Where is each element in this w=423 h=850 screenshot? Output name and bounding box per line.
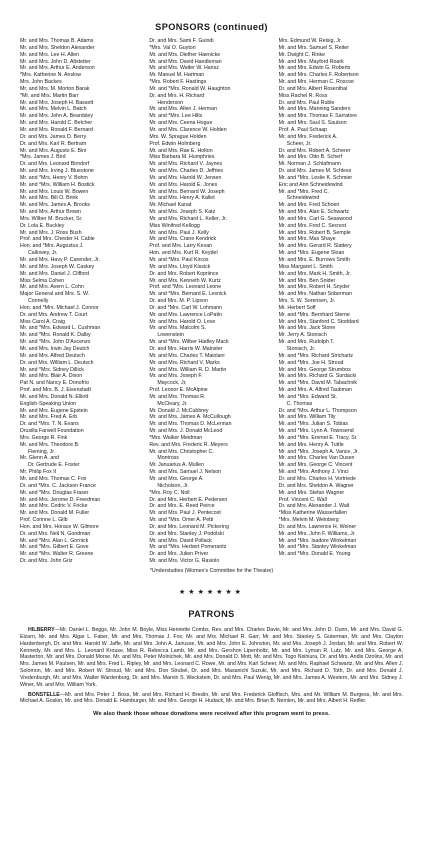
sponsor-entry: Mr. and Mrs. Irwin Jay Deutch [20, 345, 90, 352]
sponsor-entry: Mr. and Mrs. Christopher C. [149, 448, 214, 455]
sponsor-entry: Drusilla Farwell Foundation [20, 428, 84, 435]
sponsor-entry: Mr. and Mrs. Robert H. Snyder [278, 284, 350, 291]
sponsor-entry: Mr. and Mrs. James A. McCullough [149, 414, 231, 421]
sponsor-entry: Mr. and Mrs. John A. Beardsley [20, 113, 93, 120]
sponsor-entry: Prof. and Mrs. Chester H. Cable [20, 236, 95, 243]
sponsor-entry: Mr. and Mrs. Arthur Brown [20, 209, 81, 216]
hilberry-lead: HILBERRY [28, 626, 55, 633]
sponsor-entry: Mr. and Mrs. Harold W. Jensen [149, 174, 222, 181]
sponsor-entry: Mr. and Mrs. Richard G. Surdacki [278, 373, 357, 380]
sponsor-entry: Mr. and *Mrs. Stanley Winkelman [278, 544, 357, 551]
sponsor-entry: Mr. and Mrs. Mark H. Smith, Jr. [278, 270, 352, 277]
sponsor-entry: Mr. and *Mrs. Joseph A. Vance, Jr. [278, 448, 359, 455]
sponsor-entry: Prof. A. Paul Schaap [278, 126, 328, 133]
sponsor-entry: Mr. and Mrs. Henry A. Kallet [149, 195, 215, 202]
sponsor-entry: Connelly [28, 298, 49, 305]
sponsor-entry: Mr. and *Mrs. Lynn A. Townsend [278, 428, 354, 435]
sponsor-entry: Dr. Gertrude E. Foster [28, 462, 80, 469]
sponsor-entry: Mr. and Mrs. Gerard R. Slattery [278, 243, 352, 250]
sponsor-entry: Miss Margaret L. Smith [278, 263, 333, 270]
sponsor-entry: Mr. and Mrs. Bill O. Brink [20, 195, 79, 202]
sponsor-entry: Stonisch, Jr. [286, 345, 316, 352]
sponsor-entry: Mr. and Mrs. Malcolm S. [149, 325, 206, 332]
sponsor-entry: Mr. and Mrs. Samuel S. Reiter [278, 44, 349, 51]
sponsor-entry: Mr. and Mrs. Eugene Epstein [20, 407, 88, 414]
sponsor-entry: Mr. and *Mrs. Sidney Dillick [20, 366, 84, 373]
sponsor-entry: Mr. and Mrs. Nathan Soberman [278, 291, 352, 298]
sponsor-entry: Mr. and Mrs. Bernard W. Joseph [149, 188, 225, 195]
sponsor-entry: Mr. and Mrs. Clarence W. Holden [149, 126, 227, 133]
sponsor-entry: *Mrs. Robert F. Hastings [149, 79, 207, 86]
patrons-list [20, 627, 403, 705]
sponsor-entry: Mr. and Mrs. Avern L. Cohn [20, 284, 84, 291]
sponsor-entry: Hon. and *Mrs. Augustus J. [20, 243, 84, 250]
sponsor-entry: Mr. and *Mrs. Leslie K. Schmier [278, 174, 353, 181]
sponsor-entry: Mr. and Mrs. Thomas B. Adams [20, 38, 94, 44]
sponsor-entry: Prof. Leonor E. McAlpine [149, 387, 208, 394]
sponsor-entry: Mr. and Mrs. Edwin G. Roberts [278, 65, 351, 72]
sponsor-entry: Miss Winifred Kellogg [149, 222, 200, 229]
sponsor-entry: Mr. and *Mrs. Isadore Winkelman [278, 537, 357, 544]
sponsor-entry: Mr. and Mrs. William Tily [278, 414, 336, 421]
sponsor-entry: *Mrs. Roy C. Noll [149, 489, 190, 496]
sponsor-entry: Mr. and *Mrs. Lee Hills [149, 113, 203, 120]
sponsor-entry: Mr. and Mrs. Joseph H. Bassett [20, 99, 94, 106]
sponsor-entry: Mr. and Mrs. Mayford Roark [278, 58, 344, 65]
sponsor-entry: Mr. and *Mrs. Ronald W. Haughton [149, 85, 231, 92]
sponsor-entry: *Miss Katherine Wasserfallen [278, 510, 348, 517]
sponsor-entry: Mr. and *Mrs. Donald E. Young [278, 551, 351, 558]
sponsor-entry: Mr. and Mrs. John D. Altstetter [20, 58, 91, 65]
sponsor-entry: Mr. and Mrs. Lee H. Allen [20, 51, 79, 58]
sponsor-entry: Mr. and Mrs. Louis W. Bowen [20, 188, 89, 195]
sponsor-entry: Montross [157, 455, 179, 462]
sponsor-entry: Mr. and Mrs. Ben Snider [278, 277, 336, 284]
sponsor-entry: Mr. and Mrs. Diether Haenicke [149, 51, 221, 58]
sponsor-entry: Dr. and Mrs. Herbert E. Pedersen [149, 496, 228, 503]
sponsor-entry: Mr. and *Mrs. Eugene Sloan [278, 250, 345, 257]
sponsor-entry: Mr. and Mrs. Saul S. Saulson [278, 120, 347, 127]
sponsor-entry: Mr. and Mrs. Richard V. Marks [149, 359, 220, 366]
star-divider: ★★★★★★★ [179, 588, 244, 596]
sponsor-entry: Mr. and Mrs. Harold C. Belcher [20, 120, 93, 127]
sponsor-entry: Mr. and Mrs. Thomas R. [149, 393, 206, 400]
sponsor-entry: Dr. and Mrs. Harris W. Mainster [149, 345, 223, 352]
sponsor-entry: Mr. and Mrs. Havy P. Carender, Jr. [20, 257, 100, 263]
sponsor-entry: *Mrs. Katherine N. Anslow [20, 72, 81, 79]
sponsor-entry: Mr. and Mrs. George A. [149, 476, 204, 482]
sponsor-entry: Mr. and Mrs. Carl G. Seaswood [278, 215, 352, 222]
sponsor-entry: Mr. and *Mrs. Edward L. Cushman [20, 325, 101, 332]
patrons-title: PATRONS [188, 608, 235, 619]
sponsor-entry: Dr. and Mrs. M. P. Lipson [149, 298, 208, 305]
sponsor-entry: Mr. and *Mrs. David M. Tabachnik [278, 380, 358, 387]
sponsor-entry: Mr. and Mrs. Daniel J. Clifford [20, 270, 90, 277]
sponsor-entry: Mr. and Mrs. Thomas D. McLennan [149, 421, 232, 428]
sponsor-entry: Dr. and Mrs. Robert Kopriince [149, 270, 219, 277]
sponsor-entry: Mr. and Mrs. Max Shaye [278, 236, 336, 243]
sponsor-entry: Prof. Edwin Holmberg [149, 140, 201, 147]
sponsor-entry: Mr. and Mrs. Stanford C. Stoddard [278, 318, 359, 325]
understudies-footnote: *Understudies (Women's Committee for the Theatre) [149, 567, 274, 574]
sponsor-entry: Pat N. and Nancy E. Donofrio [20, 380, 89, 387]
sponsor-entry: Mr. and Mrs. Victor G. Raviolo [149, 558, 220, 565]
sponsor-entry: Dr. and Mrs. Leonard Birndorf [20, 161, 90, 168]
sponsor-entry: Mr. Norman J. Schlafmann [278, 161, 341, 168]
sponsor-entry: Schneidewind [286, 195, 320, 202]
sponsor-entry: Mrs. W. Sprague Holden [149, 133, 207, 140]
sponsor-entry: Mrs. Edmund W. Reisig, Jr. [278, 38, 342, 44]
sponsor-entry: Mr. Michael Kanat [149, 202, 192, 209]
closing-note: We also thank those whose donations were received after this program went to press. [93, 711, 330, 718]
sponsor-entry: Mr. Manuel M. Hartman [149, 72, 205, 79]
sponsor-entry: Mr. and *Mrs. Walter R. Greene [20, 551, 94, 558]
sponsor-entry: Dr. and *Mrs. T. N. Evans [20, 421, 79, 428]
sponsor-entry: Dr. and Mrs. John Griz [20, 558, 73, 565]
sponsor-entry: Prof. Corinne L. Gilb [20, 517, 68, 524]
sponsor-entry: Mr. and *Mrs. Alan L. Gornick [20, 537, 89, 544]
sponsor-entry: Mr. and Mrs. A. Alfred Taubman [278, 387, 352, 394]
sponsor-entry: Mr. and Mrs. George Strumbos [278, 366, 351, 373]
sponsor-entry: Mr. and Mrs. Alan E. Schwartz [278, 209, 349, 216]
sponsor-entry: Dr. and Mrs. Sami F. Guindi [149, 38, 214, 44]
sponsor-entry: Mr. and Mrs. Charles D. Jeffries [149, 168, 224, 175]
sponsor-entry: Dr. and Mrs. Andrew T. Court [20, 311, 88, 318]
hilberry-names: —Mr. Daniel L. Beggs, Mr. John M. Boyle, Miss Henriette Combs, Rev. and Mrs. Charles Davis, Mr. and Mrs. John D. Dunn, Mr. and Mrs. David G. Elzarn, Mr. and Mrs. Algar L. Faber, Mr. and Mrs. Thomas J. Fox, Mr. and Mrs. Michael R. Garr, Mr. and Mrs. Stanley S. Guterman, Mr. and Mrs. Clayton Hardenbergh, Dr. and Mrs. Harold W. Jaffe, Mr. and Mrs. John A. Janusse, Mr. and Mrs. John E. Johnston, Mr. and Mrs. Joseph J. Jordan, Mr. and Mrs. Robert W. Kennedy, Mr. and Mrs. L. Leonard Krouse, Miss R. Rebecca Lamb, Mr. and Mrs. Gershon Lipenholtz, Mr. and Mrs. Lyman R. Lutz, Mr. and Mrs. George A. Masterton, Mr. and Mrs. Donald Morse, Mr. and Mrs. Peter Molnichek, Mr. and Mrs. Donald D. Mott, Mr. and Mrs. Togo Nishiura, Dr. and Mrs. Andis Ozolins, Mr. and Mrs. James M. Paulsen, Mr. and Mrs. Fred L. Ripley, Mr. and Mrs. Leonard C. Rowe, Mr. and Mrs. Karl Scheer, Mr. and Mrs. Raphael Schwartz, Mr. and Mrs. Allen J. Solomon, Mr. and Mrs. Robert W. Stroud, Mr. and Mrs. Don Strubel, Dr. and Mrs. Masanichi Suzuki, Mr. and Mrs. Richard D. Toth, Dr. and Mrs. Donald J. Vredenburgh, Mr. and Mrs. Walter Wardenburg, Dr. and Mrs. Marvin S. Weckstein, Dr. and Mrs. Paul Wenig, Mr. and Mrs. James A. Western, Mr. and Mrs. Sidney J. Winer, Mr. and Mrs. William York. [20, 626, 403, 688]
sponsor-entry: *Mrs. Walker Meidman [149, 434, 203, 441]
sponsor-entry: Mr. and Mrs. Lloyd Kissick [149, 263, 211, 270]
sponsor-entry: Mr. and Mrs. M. Morton Barak [20, 85, 90, 92]
sponsor-entry: Mr. Herbert Soff [278, 304, 316, 311]
sponsor-entry: *Mrs. Val O. Guyton [149, 44, 196, 51]
sponsor-entry: Hon. and *Mrs. Michael J. Connor [20, 304, 99, 311]
sponsor-entry: Mr. and Mrs. Samuel J. Nelson [149, 469, 222, 476]
sponsor-entry: Miss Selma Cohen [20, 277, 65, 284]
sponsor-entry: Mr. and Mrs. Stefan Wagner [278, 489, 345, 496]
sponsor-entry: Prof. and Mrs. B. J. Eisenstadt [20, 387, 91, 394]
sponsor-entry: Mr. and Mrs. Charles F. Robertson [278, 72, 359, 79]
sponsor-entry: Mr. and Mrs. John F. Williams, Jr. [278, 530, 356, 537]
sponsor-entry: Mr. and *Mrs. Julian S. Tobias [278, 421, 349, 428]
sponsor-entry: Henderson [157, 99, 184, 106]
sponsor-entry: Prof. Vincent C. Wall [278, 496, 327, 503]
sponsor-entry: Mr. Dwight C. Rinke [278, 51, 326, 58]
sponsor-entry: Major General and Mrs. S. W. [20, 291, 90, 298]
sponsor-entry: Mr. and Mrs. Richard V. Jaynes [149, 161, 223, 168]
sponsor-entry: Mr. and *Mrs. Fred C. [278, 188, 329, 195]
sponsor-entry: Rev. and Mrs. Frederic R. Meyers [149, 441, 228, 448]
sponsor-entry: Mr. and *Mrs. Douglas Fraser [20, 489, 89, 496]
sponsor-entry: Mr. and Mrs. Augusto E. Bini [20, 147, 87, 154]
sponsor-entry: Dr. and Mrs. Karl R. Bertram [20, 140, 87, 147]
sponsor-entry: Mr. and *Mrs. Anthony J. Vinci [278, 469, 349, 476]
sponsor-entry: Mr. and Mrs. Paul J. Kelly [149, 229, 209, 236]
hilberry-paragraph [20, 627, 403, 689]
sponsor-entry: Mr. and *Mrs. Emmet E. Tracy, Sr. [278, 434, 358, 441]
sponsor-entry: Dr. Lola E. Buckley [20, 222, 65, 229]
sponsor-entry: Mr. and *Mrs. Bernard E. Lesnick [149, 291, 227, 298]
sponsor-entry: Dr. and Mrs. H. Richard [149, 92, 205, 99]
sponsor-entry: Mr. Donald J. McCubbrey [149, 407, 209, 414]
sponsor-entry: Mr. Glenn A. and [20, 455, 60, 462]
sponsor-entry: Mr. and Mrs. Fred C. Secrest [278, 222, 347, 229]
sponsor-entry: *Mrs. James J. Bird [20, 154, 66, 161]
sponsors-column-2 [149, 38, 273, 565]
sponsors-columns [20, 38, 403, 565]
sponsor-entry: Mrs. Wilber M. Brucker, Sr. [20, 215, 83, 222]
sponsor-entry: Mr. and *Mrs. Richard Strichartz [278, 352, 354, 359]
sponsor-entry: Dr. and Mrs. James D. Berry [20, 133, 87, 140]
sponsor-entry: Lowenstein [157, 332, 184, 339]
sponsor-entry: Mr. and Mrs. E. Burrows Smith [278, 257, 350, 263]
sponsor-entry: Mr. and *Mrs. William H. Bostick [20, 181, 95, 188]
sponsor-entry: Mr. and *Mrs. Omer A. Petti [149, 517, 214, 524]
sponsor-entry: Mr. and Mrs. Fred Schoen [278, 202, 340, 209]
sponsor-entry: Mr. and *Mrs. Edward St. [278, 393, 338, 400]
sponsor-entry: Prof. and Mrs. Larry Kevan [149, 243, 213, 250]
sponsor-entry: Mr. Philip Fox II [20, 469, 57, 476]
sponsor-entry: Dr. and Mrs. E. Reed Peirce [149, 503, 215, 510]
sponsor-entry: Mr. and Mrs. Joseph S. Katz [149, 209, 216, 216]
sponsor-entry: Mr. and Mrs. Ronald F. Bernard [20, 126, 93, 133]
sponsor-entry: Mr. and Mrs. Charles T. Maiolani [149, 352, 225, 359]
sponsor-entry: Mr. and Mrs. Allen J. Herman [149, 106, 218, 113]
sponsor-entry: Dr. and Mrs. Robert A. Scherer [278, 147, 351, 154]
sponsor-entry: Mr. and Mrs. Cedric V. Fricke [20, 503, 88, 510]
sponsor-entry: Mr. and Mrs. J. Ross Bush [20, 229, 82, 236]
sponsor-entry: Miss Barbara M. Humphries [149, 154, 215, 161]
sponsor-entry: Mr. and Mrs. Thomas F. Sarratore [278, 113, 358, 120]
sponsor-entry: Dr. and *Mrs. C. Jackson France [20, 482, 96, 489]
sponsor-entry: Mr. and Mrs. Donald N. Elliott [20, 393, 89, 400]
sponsor-entry: Mr. and Mrs. Rae E. Holton [149, 147, 213, 154]
sponsor-entry: Mrs. George R. Fink [20, 434, 68, 441]
sponsor-entry: Hon. and Mrs. Horace W. Gilmore [20, 523, 99, 530]
sponsor-entry: Mr. and Mrs. Crane Kendrick [149, 236, 217, 243]
sponsor-entry: Eric and Ann Schneidewind [278, 181, 343, 188]
sponsor-entry: Mr. and Mrs. Robert B. Semple [278, 229, 351, 236]
sponsor-entry: Callowey, Jr. [28, 250, 58, 257]
sponsor-entry: Dr. and Mrs. Sheldon A. Wagner [278, 482, 354, 489]
sponsor-entry: Dr. and Mrs. Paul Ruble [278, 99, 335, 106]
sponsor-entry: Prof. and *Mrs. Leonard Leone [149, 284, 222, 291]
sponsor-entry: Mr. and Mrs. Harold E. Jones [149, 181, 218, 188]
sponsor-entry: Mr. and Mrs. J. Donald McLeod [149, 428, 223, 435]
sponsor-entry: Nicholson, Jr. [157, 482, 189, 489]
sponsor-entry: Dr. and *Mrs. Carl W. Lohmann [149, 304, 222, 311]
sponsor-entry: Mrs. S. W. Sorensen, Jr. [278, 298, 336, 305]
sponsor-entry: C. Thomas [286, 400, 313, 407]
sponsor-entry: *Mr. and Mrs. Martin Barr [20, 92, 79, 99]
bonstelle-lead: BONSTELLE [28, 691, 60, 698]
sponsor-entry: McCleary, Jr. [157, 400, 188, 407]
sponsor-entry: Mr. and Mrs. Rudolph T. [278, 339, 335, 346]
sponsor-entry: Mr. and Mrs. Sheldon Alexander [20, 44, 95, 51]
sponsor-entry: Dr. and *Mrs. Arthur L. Thompson [278, 407, 357, 414]
sponsor-entry: Mrs. John Backes [20, 79, 62, 86]
sponsors-title: SPONSORS (continued) [155, 22, 268, 32]
sponsor-entry: Mr. and Mrs. David Pollack [149, 537, 212, 544]
sponsor-entry: Mr. and Mrs. Walter W. Hansz [149, 65, 219, 72]
sponsor-entry: Mr. and *Mrs. Henry V. Bohm [20, 174, 88, 181]
sponsor-entry: Mr. and Mrs. Joseph F. [149, 373, 203, 380]
sponsor-entry: Dr. and Mrs. William L. Deutsch [20, 359, 94, 366]
sponsor-entry: Mr. and *Mrs. Bernhard Sterne [278, 311, 350, 318]
sponsor-entry: Miss Rachel R. Ross [278, 92, 328, 99]
sponsor-entry: Mr. and Mrs. Jerome D. Freedman [20, 496, 101, 503]
sponsor-entry: Mr. and Mrs. Donald M. Fuller [20, 510, 90, 517]
sponsors-column-3 [279, 38, 403, 565]
sponsor-entry: Mr. and Mrs. Theodore B. [20, 441, 80, 448]
sponsor-entry: Mr. and *Mrs. John D'Ascenzo [20, 339, 91, 346]
sponsor-entry: Mr. and *Mrs. Paul Kircos [149, 257, 209, 263]
sponsor-entry: Mr. and Mrs. Lawrence LoPatin [149, 311, 222, 318]
sponsor-entry: Mr. and Mrs. Thomas C. Fox [20, 476, 87, 482]
bonstelle-names: —Mr. and Mrs. Peter J. Boss, Mr. and Mrs. Richard H. Breslin, Mr. and Mrs. Frederick Gloffisch, Mrs. and Mr. William M. Burgess, Mr. and Mrs. Michael A. Goskin, Mr. and Mrs. Donald E. Hamburger, Mr. and Mrs. George H. Hudack, Mr. and Mrs. Brian B. Nemlen, Mr. and Mrs. Albert H. Reifler. [20, 691, 403, 705]
sponsor-entry: Mr. and Mrs. Jack Stone [278, 325, 336, 332]
sponsor-entry: Mr. and Mrs. Melvin L. Batch [20, 106, 87, 113]
sponsor-entry: Mr. and Mrs. Manning Sanders [278, 106, 351, 113]
sponsor-entry: Mr. Jerry A. Stonisch [278, 332, 327, 339]
sponsor-entry: Scheer, Jr. [286, 140, 312, 147]
sponsor-entry: Mr. and Mrs. George C. Vincent [278, 462, 353, 469]
sponsor-entry: Mr. and Mrs. Charles Van Dusen [278, 455, 355, 462]
sponsor-entry: Mr. and Mrs. Fred A. Erb [20, 414, 78, 421]
sponsor-entry: Mr. and Mrs. Herman C. Roscoe [278, 79, 354, 86]
bonstelle-paragraph [20, 692, 403, 706]
sponsor-entry: Mr. and Mrs. Ceena Hogue [149, 120, 213, 127]
sponsor-entry: Dr. and Mrs. Julien Priver [149, 551, 209, 558]
sponsor-entry: Mr. Januarius A. Mullen [149, 462, 204, 469]
sponsor-entry: Mr. and Mrs. Harold O. Love [149, 318, 216, 325]
sponsor-entry: Mr. and *Mrs. Gilbert E. Gove [20, 544, 89, 551]
sponsor-entry: Mr. and Mrs. Arthur E. Anderson [20, 65, 95, 72]
sponsor-entry: Maycock, Jr. [157, 380, 187, 387]
sponsor-entry: Dr. and Mrs. Stanley J. Podolski [149, 530, 224, 537]
sponsor-entry: Dr. and Mrs. Albert Rosenthal [278, 85, 348, 92]
sponsor-entry: English-Speaking Union [20, 400, 77, 407]
sponsor-entry: Mr. and Mrs. Alfred Deutsch [20, 352, 85, 359]
sponsor-entry: Dr. and Mrs. Charles H. Vortriede [278, 476, 356, 482]
sponsor-entry: Fleming, Jr. [28, 448, 56, 455]
sponsor-entry: *Mrs. Melvin M. Weinberg [278, 517, 339, 524]
sponsor-entry: Mr. and *Mrs. Ronald K. Dalby [20, 332, 91, 339]
sponsor-entry: Mr. and Mrs. Blair A. Dixon [20, 373, 83, 380]
sponsor-entry: Mr. and Mrs. Kenneth W. Kurtz [149, 277, 221, 284]
sponsors-column-1 [20, 38, 144, 565]
sponsor-entry: Mr. and *Mrs. Herbert Pomerantz [149, 544, 227, 551]
sponsor-entry: Dr. and Mrs. Alexander J. Walt [278, 503, 350, 510]
sponsor-entry: Mr. and Mrs. Henry A. Tuttle [278, 441, 344, 448]
sponsor-entry: Mr. and *Mrs. Wilber Hadley Mack [149, 339, 229, 346]
sponsor-entry: Mr. and *Mrs. Joe H. Stroud [278, 359, 344, 366]
sponsor-entry: Dr. and Mrs. Leonard M. Pickering [149, 523, 229, 530]
sponsor-entry: Hon. and Mrs. Kurt R. Keydel [149, 250, 218, 257]
sponsor-entry: Mr. and Mrs. Richard L. Keller, Jr. [149, 215, 227, 222]
sponsor-entry: Dr. and Mrs. Lawrence H. Weiner [278, 523, 357, 530]
sponsor-entry: Dr. and Mrs. James M. Schless [278, 168, 352, 175]
sponsor-entry: Mr. and Mrs. Joseph W. Caskey [20, 263, 95, 270]
sponsor-entry: Mr. and Mrs. Paul J. Pentecost [149, 510, 221, 517]
sponsor-entry: Mr. and Mrs. Frederick A. [278, 133, 338, 140]
sponsor-entry: Mr. and Mrs. Otto B. Scherf [278, 154, 343, 161]
sponsor-entry: Mr. and Mrs. David Handleman [149, 58, 222, 65]
sponsor-entry: Mr. and Mrs. Irving J. Bluestone [20, 168, 94, 175]
sponsor-entry: Dr. and Mrs. Neil N. Goodman [20, 530, 91, 537]
sponsor-entry: Mr. and Mrs. William R. D. Martin [149, 366, 227, 373]
sponsor-entry: Mr. and Mrs. James A. Brooks [20, 202, 91, 209]
sponsor-entry: Miss Carol A. Craig [20, 318, 65, 325]
